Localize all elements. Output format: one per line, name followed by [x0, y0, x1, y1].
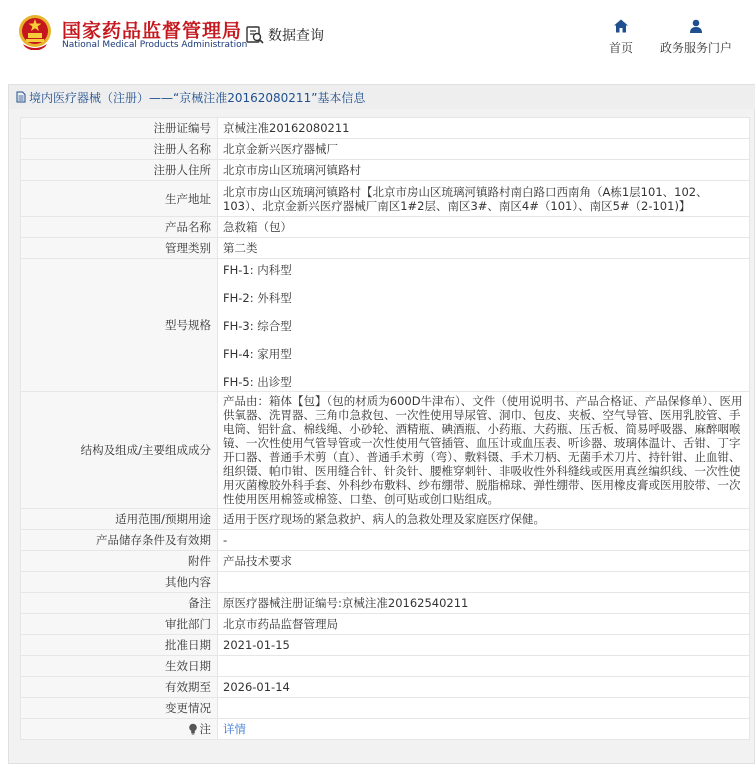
- table-row: [21, 551, 750, 572]
- table-row: [21, 259, 750, 392]
- table-row: [21, 656, 750, 677]
- table-row: [21, 530, 750, 551]
- row-label: 注册人名称: [21, 139, 218, 160]
- note-label-cell: [21, 719, 218, 740]
- note-value: [218, 719, 750, 740]
- table-row: [21, 677, 750, 698]
- row-value: 适用于医疗现场的紧急救护、病人的急救处理及家庭医疗保健。: [218, 509, 750, 530]
- row-value: 2026-01-14: [218, 677, 750, 698]
- row-value: 北京市药品监督管理局: [218, 614, 750, 635]
- model-item: FH-4: 家用型: [223, 347, 292, 361]
- table-row: [21, 593, 750, 614]
- table-row: [21, 719, 750, 740]
- row-value: 北京市房山区琉璃河镇路村: [218, 160, 750, 181]
- row-label: 变更情况: [21, 698, 218, 719]
- user-icon: [688, 18, 704, 34]
- row-label: 批准日期: [21, 635, 218, 656]
- row-label: 生产地址: [21, 181, 218, 217]
- row-value: 急救箱（包）: [218, 217, 750, 238]
- row-value: [218, 698, 750, 719]
- table-row: [21, 139, 750, 160]
- nav-service-label: 政务服务门户: [660, 41, 733, 55]
- row-value: [218, 572, 750, 593]
- table-row: [21, 635, 750, 656]
- row-label: 审批部门: [21, 614, 218, 635]
- row-label: 其他内容: [21, 572, 218, 593]
- site-name-en: National Medical Products Administration: [62, 40, 248, 50]
- row-label: 备注: [21, 593, 218, 614]
- row-label: 产品名称: [21, 217, 218, 238]
- table-row: [21, 392, 750, 509]
- model-item: FH-3: 综合型: [223, 319, 292, 333]
- data-query-link[interactable]: [245, 24, 324, 46]
- row-label: 结构及组成/主要组成成分: [21, 392, 218, 509]
- model-list: [218, 259, 750, 392]
- table-row: [21, 181, 750, 217]
- table-row: [21, 238, 750, 259]
- document-icon: [15, 91, 27, 103]
- info-table: [20, 117, 750, 740]
- table-row: [21, 698, 750, 719]
- table-row: [21, 509, 750, 530]
- row-value: [218, 656, 750, 677]
- lightbulb-icon: [188, 723, 198, 735]
- row-value: 产品由：箱体【包】（包的材质为600D牛津布）、文件（使用说明书、产品合格证、产品保修单）、医用供氧器、洗胃器、三角巾急救包、一次性使用导尿管、洞巾、包皮、夹板、空气导管、医用乳胶管、手电筒、铝针盒、棉线绳、小砂轮、酒精瓶、碘酒瓶、小药瓶、大药瓶、压舌板、简易呼吸器、麻醉咽喉镜、一次性使用气管导管或一次性使用气管插管、血压计或血压表、听诊器、玻璃体温计、舌钳、丁字开口器、普通手术剪（直）、普通手术剪（弯）、敷料镊、手术刀柄、无菌手术刀片、持针钳、止血钳、组织镊、帕巾钳、医用缝合针、针灸针、腰椎穿刺针、非吸收性外科缝线或医用真丝编织线、一次性使用灭菌橡胶外科手套、外科纱布敷料、纱布绷带、脱脂棉球、弹性绷带、医用橡皮膏或医用胶带、一次性使用医用棉签或棉签、口垫、创可贴或创口贴组成。: [218, 392, 750, 509]
- nav-service-portal-button[interactable]: [660, 18, 732, 56]
- model-item: FH-1: 内科型: [223, 263, 292, 277]
- row-value: 北京市房山区琉璃河镇路村【北京市房山区琉璃河镇路村南白路口西南角（A栋1层101、102、103）、北京金新兴医疗器械厂南区1#2层、南区3#、南区4#（101）、南区5#（2-101)】: [218, 181, 750, 217]
- table-row: [21, 217, 750, 238]
- row-value: 第二类: [218, 238, 750, 259]
- national-emblem-icon: [18, 14, 52, 50]
- section-title: [9, 85, 755, 109]
- row-value: 2021-01-15: [218, 635, 750, 656]
- detail-panel: [8, 84, 755, 764]
- row-label: 注册证编号: [21, 118, 218, 139]
- model-item: FH-2: 外科型: [223, 291, 292, 305]
- home-icon: [613, 18, 629, 34]
- row-label: 有效期至: [21, 677, 218, 698]
- table-row: [21, 160, 750, 181]
- table-row: [21, 118, 750, 139]
- details-link[interactable]: 详情: [223, 722, 246, 736]
- row-value: 原医疗器械注册证编号:京械注准20162540211: [218, 593, 750, 614]
- nav-home-button[interactable]: [609, 18, 633, 56]
- row-label: 管理类别: [21, 238, 218, 259]
- row-value: 产品技术要求: [218, 551, 750, 572]
- row-label: 附件: [21, 551, 218, 572]
- section-title-text: 境内医疗器械（注册）——“京械注准20162080211”基本信息: [29, 90, 366, 105]
- data-query-icon: [245, 25, 265, 45]
- row-label: 注册人住所: [21, 160, 218, 181]
- row-value: 京械注准20162080211: [218, 118, 750, 139]
- row-value: -: [218, 530, 750, 551]
- row-value: 北京金新兴医疗器械厂: [218, 139, 750, 160]
- site-name-cn: 国家药品监督管理局: [62, 20, 243, 42]
- row-label: 型号规格: [21, 259, 218, 392]
- site-header: [0, 0, 755, 72]
- nav-home-label: 首页: [609, 41, 634, 55]
- row-label: 适用范围/预期用途: [21, 509, 218, 530]
- table-row: [21, 614, 750, 635]
- data-query-label: 数据查询: [268, 28, 324, 44]
- model-item: FH-5: 出诊型: [223, 375, 292, 389]
- row-label: 生效日期: [21, 656, 218, 677]
- note-label: 注: [199, 722, 211, 736]
- row-label: 产品储存条件及有效期: [21, 530, 218, 551]
- table-row: [21, 572, 750, 593]
